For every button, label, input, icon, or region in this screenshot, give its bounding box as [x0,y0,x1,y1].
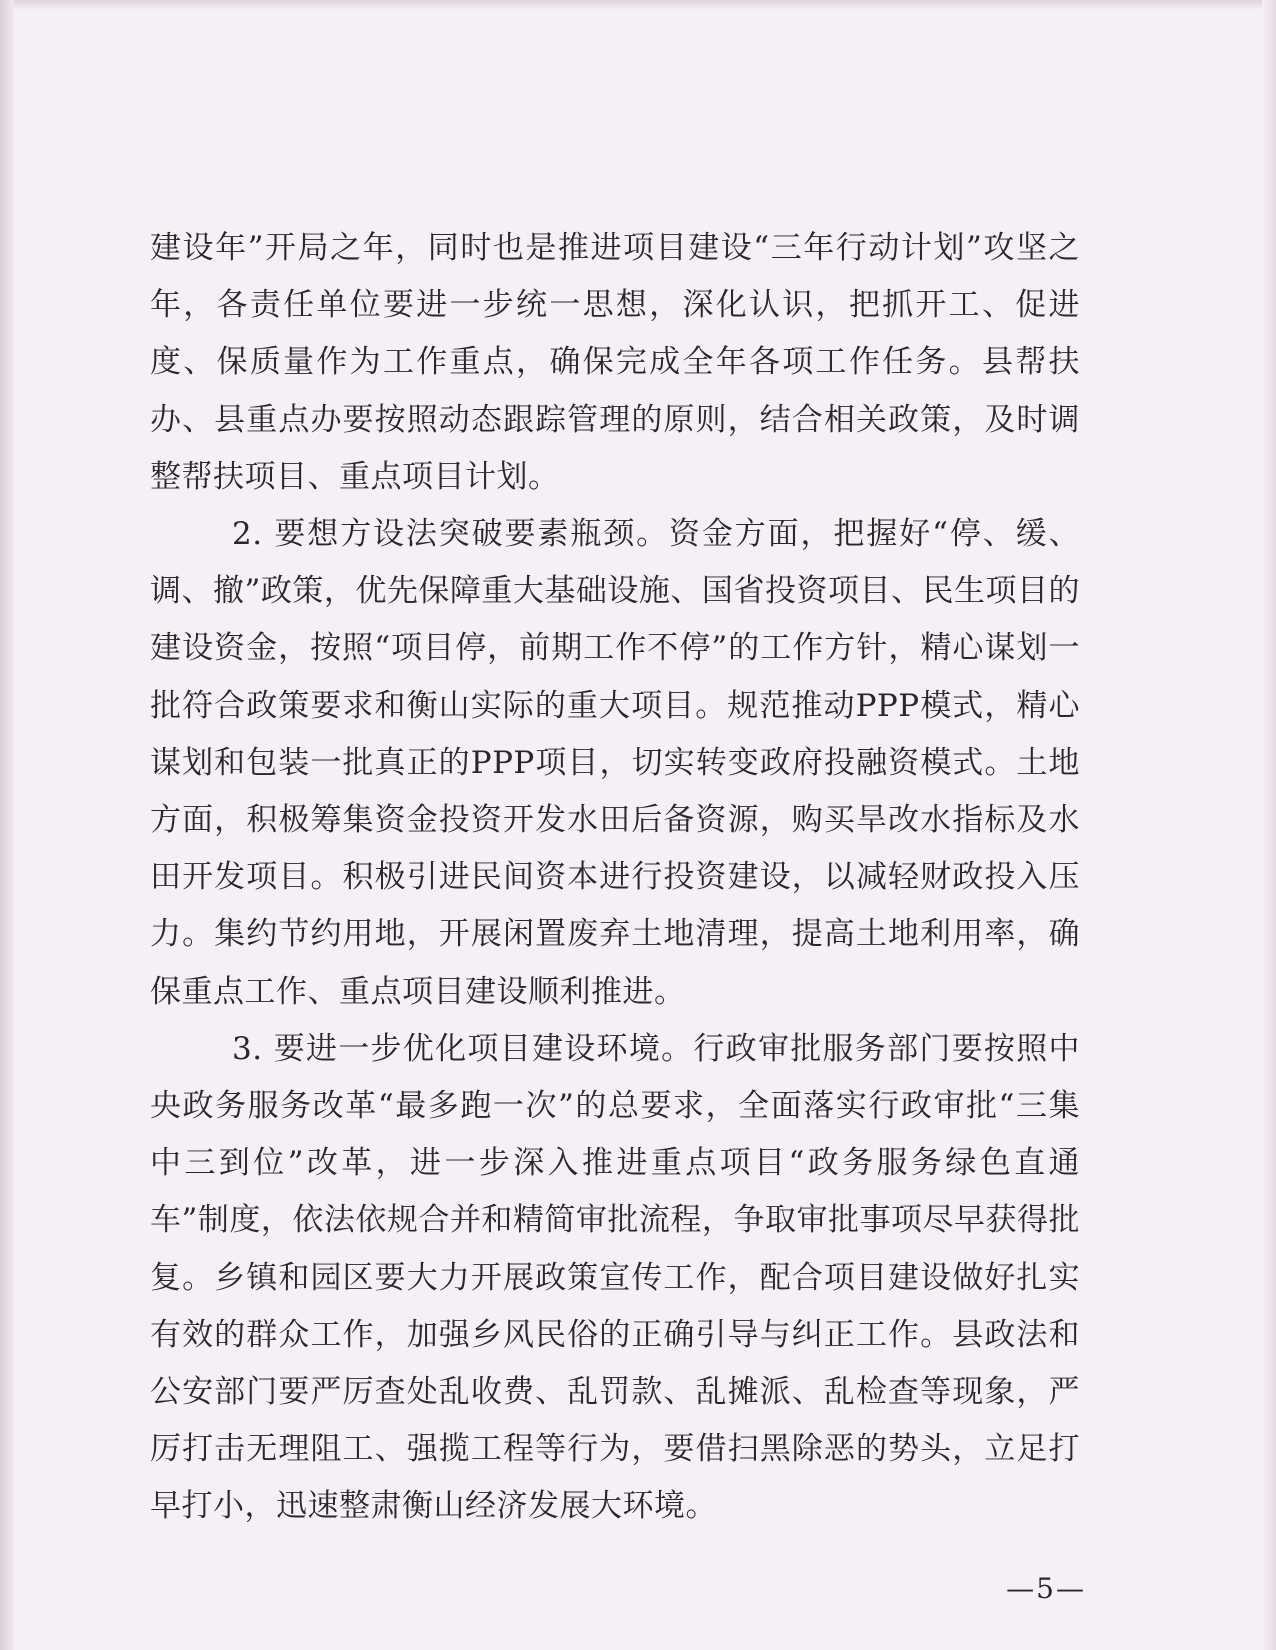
scan-edge-top [0,0,1276,10]
page-number: —5— [1006,1572,1086,1605]
scan-edge-left [0,0,14,1650]
scan-edge-right [1262,0,1276,1650]
document-body [150,220,1080,1536]
paragraph-item-3: 3. 要进一步优化项目建设环境。行政审批服务部门要按照中央政务服务改革“最多跑一次”的总要求，全面落实行政审批“三集中三到位”改革，进一步深入推进重点项目“政务服务绿色直通车”制度，依法依规合并和精简审批流程，争取审批事项尽早获得批复。乡镇和园区要大力开展政策宣传工作，配合项目建设做好扎实有效的群众工作，加强乡风民俗的正确引导与纠正工作。县政法和公安部门要严厉查处乱收费、乱罚款、乱摊派、乱检查等现象，严厉打击无理阻工、强揽工程等行为，要借扫黑除恶的势头，立足打早打小，迅速整肃衡山经济发展大环境。 [150,1030,1080,1525]
paragraph-continuation: 建设年”开局之年，同时也是推进项目建设“三年行动计划”攻坚之年，各责任单位要进一步统一思想，深化认识，把抓开工、促进度、保质量作为工作重点，确保完成全年各项工作任务。县帮扶办、县重点办要按照动态跟踪管理的原则，结合相关政策，及时调整帮扶项目、重点项目计划。 [150,230,1080,495]
paragraph-item-2: 2. 要想方设法突破要素瓶颈。资金方面，把握好“停、缓、调、撤”政策，优先保障重大基础设施、国省投资项目、民生项目的建设资金，按照“项目停，前期工作不停”的工作方针，精心谋划一批符合政策要求和衡山实际的重大项目。规范推动PPP模式，精心谋划和包装一批真正的PPP项目，切实转变政府投融资模式。土地方面，积极筹集资金投资开发水田后备资源，购买旱改水指标及水田开发项目。积极引进民间资本进行投资建设，以减轻财政投入压力。集约节约用地，开展闲置废弃土地清理，提高土地利用率，确保重点工作、重点项目建设顺利推进。 [150,516,1080,1010]
